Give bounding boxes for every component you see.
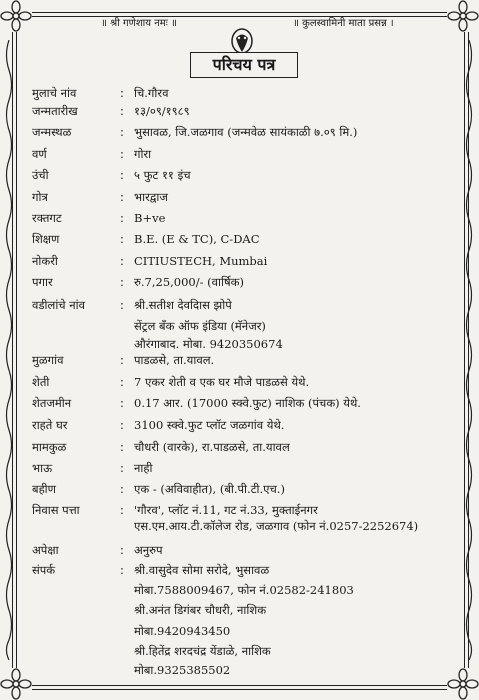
field-value: 7 एकर शेती व एक घर मौजे पाडळसे येथे. — [134, 375, 310, 389]
field-label: अपेक्षा — [32, 543, 59, 557]
field-colon: : — [120, 254, 124, 268]
field-colon: : — [120, 396, 124, 410]
corner-flower-icon — [447, 668, 479, 700]
field-label: जन्मतारीख — [32, 104, 78, 118]
field-value: चौधरी (वारके), रा.पाडळसे, ता.यावल — [134, 440, 290, 454]
field-label: वडीलांचे नांव — [32, 298, 86, 312]
field-colon: : — [120, 104, 124, 118]
field-value: एक - (अविवाहीत), (बी.पी.टी.एच.) — [134, 482, 285, 496]
field-value: B+ve — [134, 211, 166, 225]
field-value: 0.17 आर. (17000 स्क्वे.फुट) नाशिक (पंचक) येथे. — [134, 396, 361, 410]
field-label: शेती — [32, 375, 50, 389]
field-value: 3100 स्क्वे.फुट प्लॉट जळगांव येथे. — [134, 418, 285, 432]
field-label: बहीण — [32, 482, 56, 496]
right-vine-ornament — [464, 40, 474, 660]
field-colon: : — [120, 86, 124, 100]
field-colon: : — [120, 503, 124, 517]
page-title: परिचय पत्र — [190, 52, 298, 78]
father-line-2: औरंगाबाद. मोबा. 9420350674 — [134, 337, 283, 351]
field-value: श्री.सतीश देवदिास झोपे — [134, 298, 232, 312]
field-label: शेतजमीन — [32, 396, 72, 410]
contact-line-1: मोबा.7588009467, फोन नं.02582-241803 — [134, 583, 354, 597]
corner-flower-icon — [447, 0, 479, 32]
field-value: ५ फुट ११ इंच — [134, 168, 191, 182]
field-colon: : — [120, 353, 124, 367]
field-value: CITIUSTECH, Mumbai — [134, 254, 268, 268]
field-label: राहते घर — [32, 418, 68, 432]
corner-flower-icon — [0, 668, 32, 700]
field-value: भारद्वाज — [134, 190, 168, 204]
field-label: रक्तगट — [32, 211, 62, 225]
field-colon: : — [120, 168, 124, 182]
contact-line-5: मोबा.9325385502 — [134, 663, 231, 677]
left-vine-ornament — [4, 40, 14, 660]
father-line-1: सेंट्रल बँक ऑफ इंडिया (मॅनेजर) — [134, 319, 266, 333]
field-label: उंची — [32, 168, 49, 182]
field-colon: : — [120, 275, 124, 289]
field-label: मुळगांव — [32, 353, 64, 367]
field-value: चि.गौरव — [134, 86, 169, 100]
field-value: भुसावळ, जि.जळगाव (जन्मवेळ सायंकाळी ७.०९ मि.) — [134, 125, 358, 139]
field-colon: : — [120, 190, 124, 204]
field-value: पाडळसे, ता.यावल. — [134, 353, 215, 367]
field-colon: : — [120, 232, 124, 246]
field-value: 'गौरव', प्लॉट नं.11, गट नं.33, मुक्ताईनगर — [134, 503, 318, 517]
contact-line-4: श्री.हितेंद्र शरदचंद्र येंडाळे, नाशिक — [134, 644, 271, 658]
field-label: मुलाचे नांव — [32, 86, 77, 100]
field-label: जन्मस्थळ — [32, 125, 72, 139]
field-colon: : — [120, 543, 124, 557]
field-colon: : — [120, 482, 124, 496]
field-colon: : — [120, 563, 124, 577]
field-colon: : — [120, 375, 124, 389]
field-colon: : — [120, 461, 124, 475]
field-colon: : — [120, 418, 124, 432]
field-label: मामकुळ — [32, 440, 67, 454]
field-label: वर्ण — [32, 147, 47, 161]
address-line-2: एस.एम.आय.टी.कॉलेज रोड, जळगाव (फोन नं.0257-2252674) — [134, 519, 419, 533]
corner-flower-icon — [0, 0, 32, 32]
field-label: पगार — [32, 275, 53, 289]
field-label: संपर्क — [32, 563, 56, 577]
field-label: निवास पत्ता — [32, 503, 80, 517]
field-value: अनुरुप — [134, 543, 163, 557]
field-colon: : — [120, 211, 124, 225]
field-label: गोत्र — [32, 190, 48, 204]
field-label: भाऊ — [32, 461, 53, 475]
field-value: गोरा — [134, 147, 152, 161]
field-colon: : — [120, 125, 124, 139]
header-left-invocation: ॥ श्री गणेशाय नमः ॥ — [98, 17, 180, 31]
contact-line-2: श्री.अनंत डिगंबर चौधरी, नाशिक — [134, 603, 267, 617]
header-right-invocation: ॥ कुलस्वामिनी माता प्रसन्न । — [290, 17, 397, 31]
field-value: B.E. (E & TC), C-DAC — [134, 232, 260, 246]
field-colon: : — [120, 440, 124, 454]
field-label: नोकरी — [32, 254, 58, 268]
field-colon: : — [120, 298, 124, 312]
field-value: नाही — [134, 461, 153, 475]
field-value: रु.7,25,000/- (वार्षिक) — [134, 275, 244, 289]
field-label: शिक्षण — [32, 232, 60, 246]
field-colon: : — [120, 147, 124, 161]
field-value: श्री.वासुदेव सोमा सरोदे, भुसावळ — [134, 563, 270, 577]
field-value: १३/०९/१९८९ — [134, 104, 190, 118]
contact-line-3: मोबा.9420943450 — [134, 624, 231, 638]
